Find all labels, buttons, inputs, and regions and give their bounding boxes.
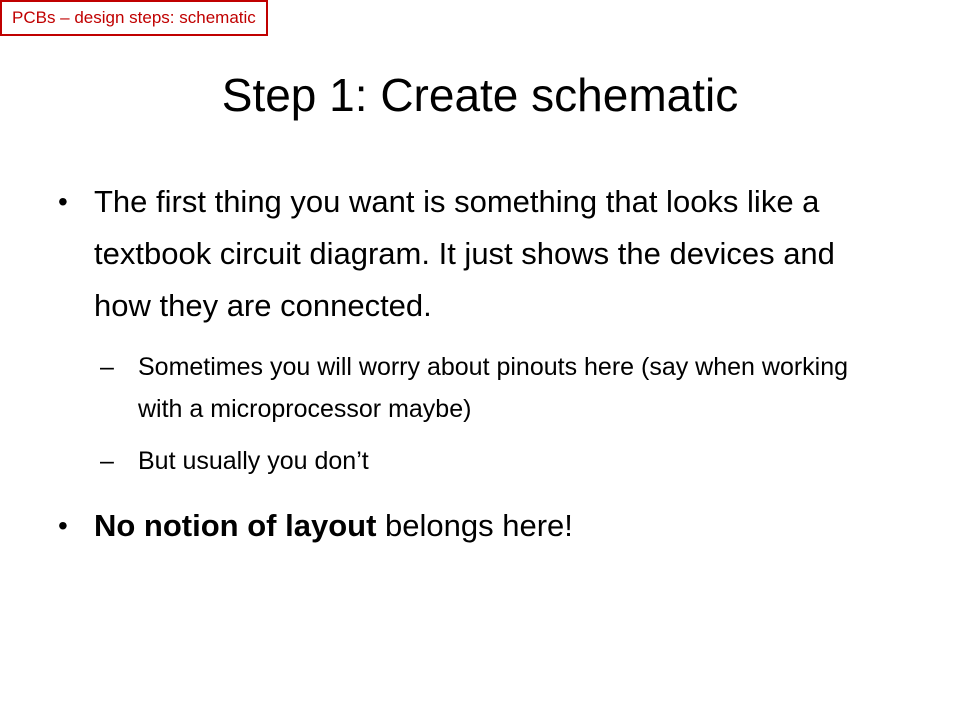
bullet-text bbox=[94, 508, 573, 543]
bullet-text-rest: belongs here! bbox=[376, 508, 573, 543]
bullet-glyph: • bbox=[58, 186, 68, 217]
dash-glyph: – bbox=[100, 447, 114, 475]
dash-glyph: – bbox=[100, 353, 114, 381]
bullet-glyph: • bbox=[58, 510, 68, 541]
bullet-item bbox=[56, 500, 876, 552]
section-tag: PCBs – design steps: schematic bbox=[0, 0, 268, 36]
sub-bullet-text: But usually you don’t bbox=[138, 447, 369, 475]
slide-title: Step 1: Create schematic bbox=[221, 69, 739, 121]
bullet-text: The first thing you want is something that looks like a textbook circuit diagram. It just shows the devices and how they are connected. bbox=[94, 184, 835, 323]
bold-emphasis: No notion of layout bbox=[94, 508, 377, 543]
sub-bullet-item bbox=[56, 440, 876, 482]
bullet-item bbox=[56, 176, 876, 332]
sub-bullet-list bbox=[56, 346, 876, 482]
slide-body bbox=[56, 176, 876, 552]
sub-bullet-item bbox=[56, 346, 876, 430]
sub-bullet-text: Sometimes you will worry about pinouts here (say when working with a microprocessor maybe) bbox=[138, 353, 849, 423]
